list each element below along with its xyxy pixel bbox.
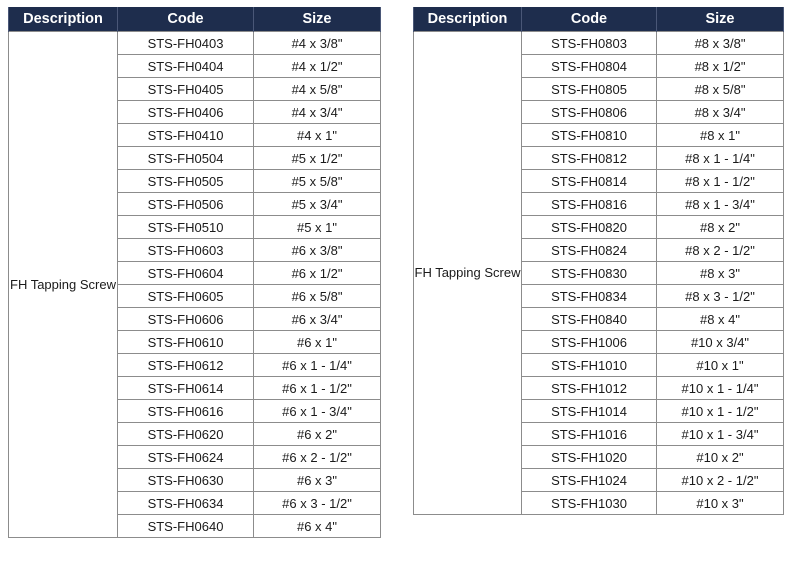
size-cell: #8 x 3/8": [657, 32, 784, 55]
size-cell: #8 x 2": [657, 216, 784, 239]
size-cell: #4 x 3/4": [254, 101, 381, 124]
size-cell: #10 x 1": [657, 354, 784, 377]
size-cell: #8 x 1 - 1/2": [657, 170, 784, 193]
code-cell: STS-FH1024: [522, 469, 657, 492]
header-size: Size: [254, 7, 381, 32]
size-cell: #8 x 3/4": [657, 101, 784, 124]
code-cell: STS-FH1010: [522, 354, 657, 377]
table-row: [414, 32, 784, 55]
size-cell: #8 x 1": [657, 124, 784, 147]
code-cell: STS-FH0830: [522, 262, 657, 285]
code-cell: STS-FH0614: [118, 377, 254, 400]
code-cell: STS-FH0504: [118, 147, 254, 170]
code-cell: STS-FH0620: [118, 423, 254, 446]
size-cell: #10 x 1 - 1/4": [657, 377, 784, 400]
description-cell: FH Tapping Screw: [9, 32, 118, 538]
table-body: [9, 32, 381, 538]
size-cell: #8 x 5/8": [657, 78, 784, 101]
code-cell: STS-FH0404: [118, 55, 254, 78]
size-cell: #8 x 3": [657, 262, 784, 285]
code-cell: STS-FH0605: [118, 285, 254, 308]
code-cell: STS-FH0810: [522, 124, 657, 147]
code-cell: STS-FH0640: [118, 515, 254, 538]
header-description: Description: [414, 7, 522, 32]
code-cell: STS-FH0840: [522, 308, 657, 331]
table-header: [9, 7, 381, 32]
table-header: [414, 7, 784, 32]
code-cell: STS-FH0606: [118, 308, 254, 331]
size-cell: #4 x 3/8": [254, 32, 381, 55]
code-cell: STS-FH0814: [522, 170, 657, 193]
size-cell: #6 x 1 - 3/4": [254, 400, 381, 423]
table-body: [414, 32, 784, 515]
code-cell: STS-FH0410: [118, 124, 254, 147]
size-cell: #8 x 2 - 1/2": [657, 239, 784, 262]
size-cell: #6 x 3 - 1/2": [254, 492, 381, 515]
description-cell: FH Tapping Screw: [414, 32, 522, 515]
code-cell: STS-FH0616: [118, 400, 254, 423]
size-cell: #10 x 1 - 3/4": [657, 423, 784, 446]
header-size: Size: [657, 7, 784, 32]
size-cell: #5 x 3/4": [254, 193, 381, 216]
size-cell: #6 x 2": [254, 423, 381, 446]
size-cell: #6 x 3": [254, 469, 381, 492]
code-cell: STS-FH0603: [118, 239, 254, 262]
size-cell: #6 x 1 - 1/4": [254, 354, 381, 377]
size-cell: #8 x 4": [657, 308, 784, 331]
size-cell: #10 x 3": [657, 492, 784, 515]
code-cell: STS-FH0634: [118, 492, 254, 515]
size-cell: #4 x 5/8": [254, 78, 381, 101]
size-cell: #6 x 4": [254, 515, 381, 538]
size-cell: #6 x 3/4": [254, 308, 381, 331]
screw-table-left: [8, 7, 381, 538]
code-cell: STS-FH0405: [118, 78, 254, 101]
code-cell: STS-FH0805: [522, 78, 657, 101]
size-cell: #8 x 1/2": [657, 55, 784, 78]
code-cell: STS-FH0630: [118, 469, 254, 492]
size-cell: #4 x 1": [254, 124, 381, 147]
size-cell: #6 x 2 - 1/2": [254, 446, 381, 469]
code-cell: STS-FH0804: [522, 55, 657, 78]
code-cell: STS-FH0824: [522, 239, 657, 262]
size-cell: #10 x 2 - 1/2": [657, 469, 784, 492]
code-cell: STS-FH0506: [118, 193, 254, 216]
size-cell: #4 x 1/2": [254, 55, 381, 78]
code-cell: STS-FH0820: [522, 216, 657, 239]
code-cell: STS-FH0624: [118, 446, 254, 469]
code-cell: STS-FH1020: [522, 446, 657, 469]
code-cell: STS-FH0403: [118, 32, 254, 55]
code-cell: STS-FH0803: [522, 32, 657, 55]
size-cell: #5 x 5/8": [254, 170, 381, 193]
code-cell: STS-FH0806: [522, 101, 657, 124]
size-cell: #5 x 1": [254, 216, 381, 239]
table-row: [9, 32, 381, 55]
screw-table-right: [413, 7, 784, 515]
size-cell: #10 x 3/4": [657, 331, 784, 354]
code-cell: STS-FH0834: [522, 285, 657, 308]
code-cell: STS-FH1014: [522, 400, 657, 423]
size-cell: #6 x 1/2": [254, 262, 381, 285]
header-description: Description: [9, 7, 118, 32]
size-cell: #6 x 5/8": [254, 285, 381, 308]
header-code: Code: [522, 7, 657, 32]
header-code: Code: [118, 7, 254, 32]
code-cell: STS-FH1006: [522, 331, 657, 354]
size-cell: #6 x 1 - 1/2": [254, 377, 381, 400]
size-cell: #8 x 1 - 3/4": [657, 193, 784, 216]
code-cell: STS-FH0816: [522, 193, 657, 216]
code-cell: STS-FH1030: [522, 492, 657, 515]
code-cell: STS-FH0510: [118, 216, 254, 239]
code-cell: STS-FH0612: [118, 354, 254, 377]
code-cell: STS-FH0406: [118, 101, 254, 124]
size-cell: #6 x 1": [254, 331, 381, 354]
code-cell: STS-FH0604: [118, 262, 254, 285]
code-cell: STS-FH1012: [522, 377, 657, 400]
size-cell: #8 x 1 - 1/4": [657, 147, 784, 170]
code-cell: STS-FH0505: [118, 170, 254, 193]
code-cell: STS-FH1016: [522, 423, 657, 446]
code-cell: STS-FH0610: [118, 331, 254, 354]
size-cell: #10 x 2": [657, 446, 784, 469]
size-cell: #6 x 3/8": [254, 239, 381, 262]
size-cell: #5 x 1/2": [254, 147, 381, 170]
size-cell: #8 x 3 - 1/2": [657, 285, 784, 308]
code-cell: STS-FH0812: [522, 147, 657, 170]
size-cell: #10 x 1 - 1/2": [657, 400, 784, 423]
